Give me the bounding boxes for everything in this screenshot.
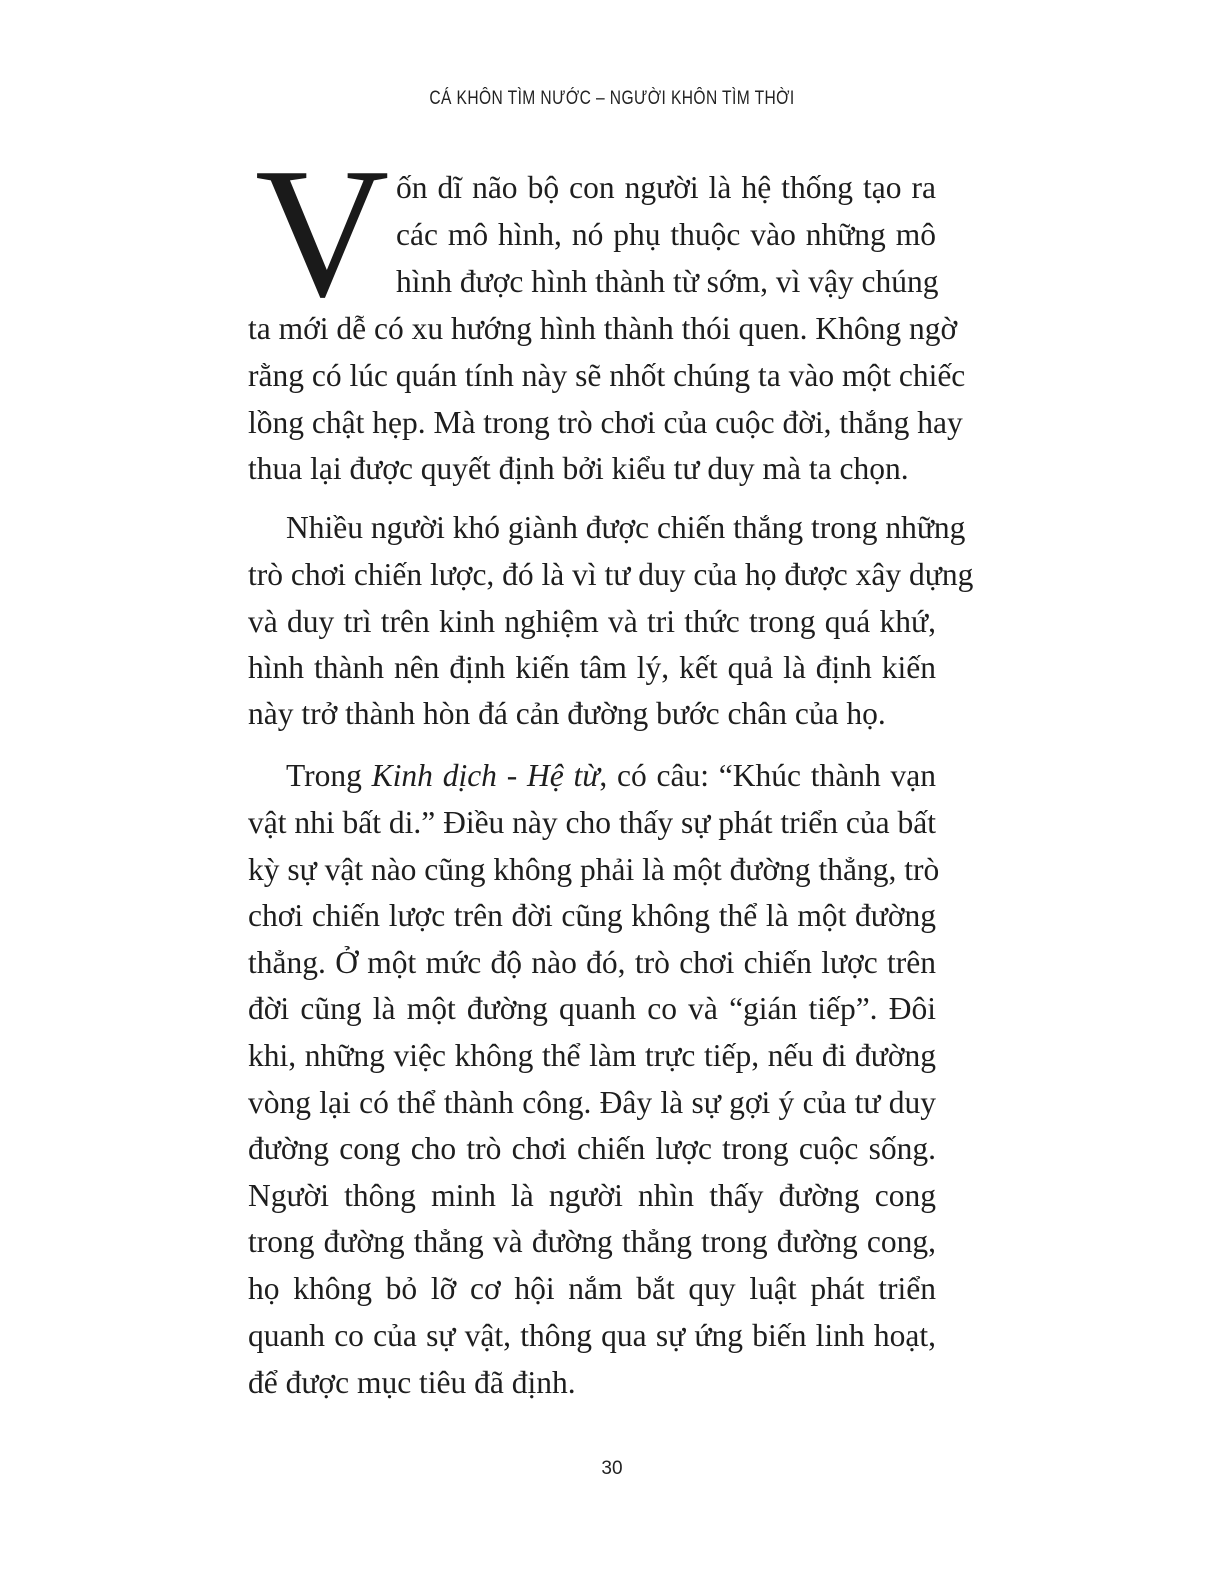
running-header: CÁ KHÔN TÌM NƯỚC – NGƯỜI KHÔN TÌM THỜI: [429, 88, 795, 109]
text-line: thua lại được quyết định bởi kiểu tư duy mà ta chọn.: [248, 451, 909, 486]
text-line: đường cong cho trò chơi chiến lược trong cuộc sống.: [248, 1131, 936, 1166]
text-line: thẳng. Ở một mức độ nào đó, trò chơi chiến lược trên: [248, 945, 936, 980]
text-line: lồng chật hẹp. Mà trong trò chơi của cuộc đời, thắng hay: [248, 405, 963, 440]
text-line: chơi chiến lược trên đời cũng không thể là một đường: [248, 898, 936, 933]
text-line: và duy trì trên kinh nghiệm và tri thức trong quá khứ,: [248, 604, 936, 639]
text-line: ốn dĩ não bộ con người là hệ thống tạo ra: [396, 170, 936, 205]
text-line: khi, những việc không thể làm trực tiếp, nếu đi đường: [248, 1038, 936, 1073]
text-line: vật nhi bất di.” Điều này cho thấy sự phát triển của bất: [248, 805, 936, 840]
text-line: rằng có lúc quán tính này sẽ nhốt chúng ta vào một chiếc: [248, 358, 966, 393]
text-line: kỳ sự vật nào cũng không phải là một đường thẳng, trò: [248, 852, 940, 887]
text-line: họ không bỏ lỡ cơ hội nắm bắt quy luật phát triển: [248, 1271, 936, 1306]
page-number: 30: [601, 1458, 623, 1479]
text-line: trong đường thẳng và đường thẳng trong đường cong,: [248, 1224, 936, 1259]
drop-cap: V: [255, 130, 390, 336]
text-line: [286, 753, 936, 799]
text-line: hình được hình thành từ sớm, vì vậy chúng: [396, 264, 939, 299]
text-line: vòng lại có thể thành công. Đây là sự gợi ý của tư duy: [248, 1085, 936, 1120]
text-line: các mô hình, nó phụ thuộc vào những mô: [396, 217, 936, 252]
text-run: Trong: [286, 758, 372, 793]
text-line: Nhiều người khó giành được chiến thắng trong những: [286, 510, 966, 545]
text-line: đời cũng là một đường quanh co và “gián tiếp”. Đôi: [248, 991, 936, 1026]
text-line: ta mới dễ có xu hướng hình thành thói quen. Không ngờ: [248, 311, 958, 346]
text-run: , có câu: “Khúc thành vạn: [599, 758, 936, 793]
text-line: trò chơi chiến lược, đó là vì tư duy của họ được xây dựng: [248, 557, 974, 592]
book-title-italic: Kinh dịch - Hệ từ: [371, 758, 600, 793]
text-line: Người thông minh là người nhìn thấy đường cong: [248, 1178, 936, 1213]
text-line: hình thành nên định kiến tâm lý, kết quả là định kiến: [248, 650, 936, 685]
text-line: quanh co của sự vật, thông qua sự ứng biến linh hoạt,: [248, 1318, 936, 1353]
text-line: này trở thành hòn đá cản đường bước chân của họ.: [248, 696, 886, 731]
text-line: để được mục tiêu đã định.: [248, 1365, 576, 1400]
